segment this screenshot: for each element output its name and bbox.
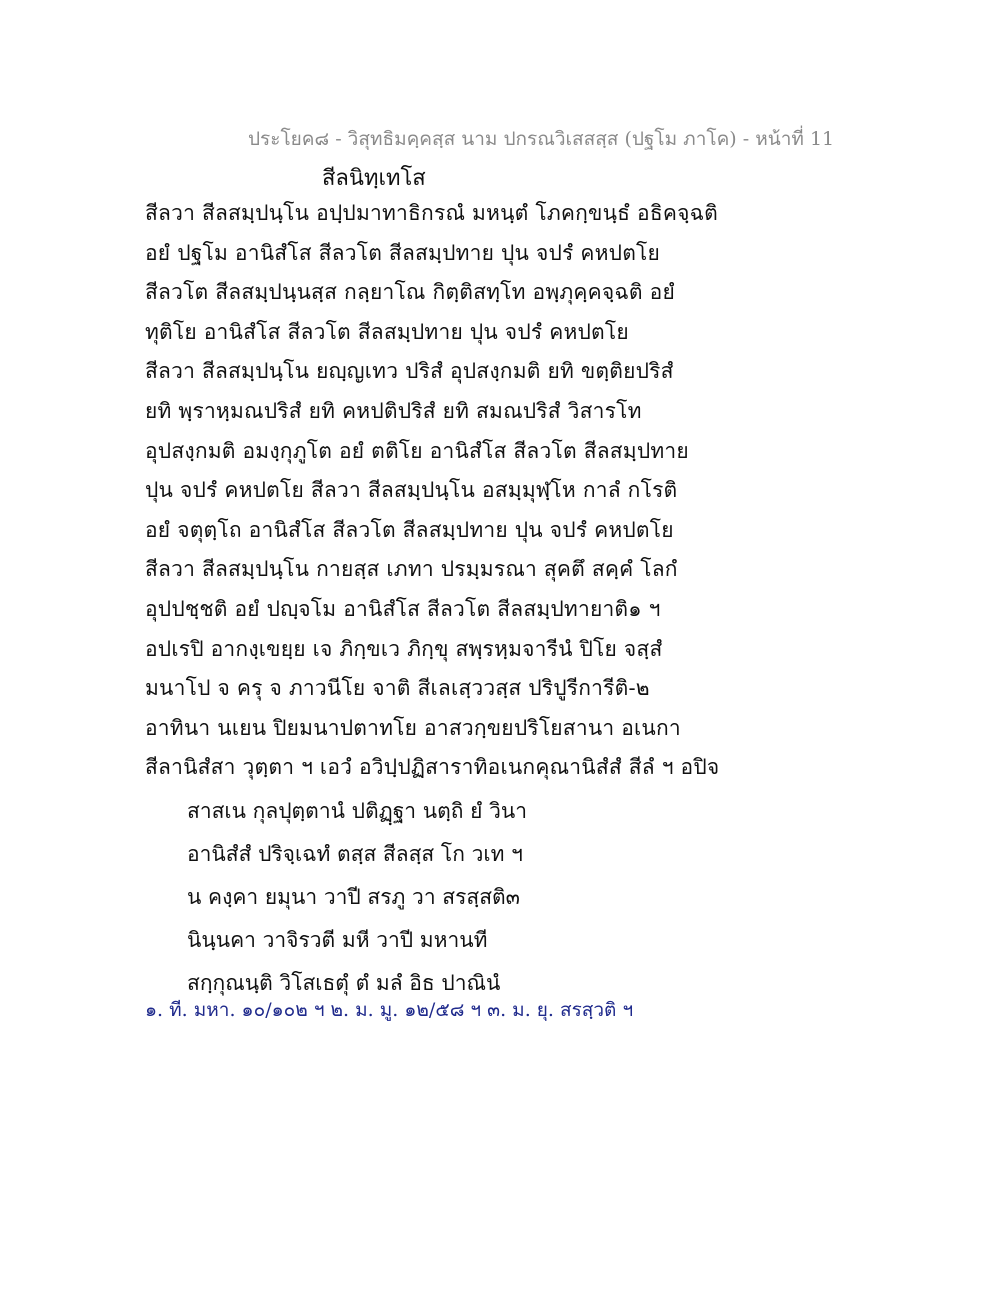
- prose-line: อุปสงฺกมติ อมงฺกุภูโต อยํ ตติโย อานิสํโส สีลวโต สีลสมฺปทาย: [145, 438, 689, 463]
- prose-line: สีลวา สีลสมฺปนฺโน กายสฺส เภทา ปรมฺมรณา สุคตึ สคฺคํ โลกํ: [145, 557, 678, 582]
- verse-line: นินฺนคา วาจิรวตี มหี วาปี มหานที: [187, 928, 488, 952]
- prose-line: ยทิ พฺราหฺมณปริสํ ยทิ คหปติปริสํ ยทิ สมณปริสํ วิสารโท: [145, 398, 642, 423]
- section-title: สีลนิทฺเทโส: [322, 166, 426, 191]
- verse-block: [187, 790, 787, 1005]
- verse-line: อานิสํสํ ปริจฺเฉทํ ตสฺส สีลสฺส โก วเท ฯ: [187, 842, 523, 866]
- verse-line: สกฺกุณนฺติ วิโสเธตุํ ตํ มลํ อิธ ปาณินํ: [187, 971, 501, 995]
- prose-line: สีลวา สีลสมฺปนฺโน ยญฺญเทว ปริสํ อุปสงฺกมติ ยทิ ขตฺติยปริสํ: [145, 359, 674, 384]
- prose-line: อาทินา นเยน ปิยมนาปตาทโย อาสวกฺขยปริโยสานา อเนกา: [145, 715, 681, 740]
- prose-line: มนาโป จ ครุ จ ภาวนีโย จาติ สีเลเสฺววสฺส ปริปูรีการีติ-๒: [145, 676, 650, 701]
- prose-line: อุปปชฺชติ อยํ ปญฺจโม อานิสํโส สีลวโต สีลสมฺปทายาติ๑ ฯ: [145, 596, 661, 621]
- prose-line: สีลวโต สีลสมฺปนฺนสฺส กลฺยาโณ กิตฺติสทฺโท อพฺภุคฺคจฺฉติ อยํ: [145, 280, 675, 305]
- prose-line: อปเรปิ อากงฺเขยฺย เจ ภิกฺขเว ภิกฺขุ สพฺรหฺมจารีนํ ปิโย จสฺสํ: [145, 636, 663, 661]
- footnotes: ๑. ที. มหา. ๑๐/๑๐๒ ฯ ๒. ม. มู. ๑๒/๕๘ ฯ ๓. ม. ยุ. สรสฺวติ ฯ: [145, 999, 634, 1021]
- page-header: ประโยค๘ - วิสุทธิมคฺคสฺส นาม ปกรณวิเสสสฺส (ปฐโม ภาโค) - หน้าที่ 11: [248, 128, 835, 150]
- prose-line: อยํ ปฐโม อานิสํโส สีลวโต สีลสมฺปทาย ปุน จปรํ คหปตโย: [145, 240, 661, 265]
- prose-line: สีลานิสํสา วุตฺตา ฯ เอวํ อวิปฺปฏิสาราทิอเนกคุณานิสํสํ สีลํ ฯ อปิจ: [145, 755, 720, 780]
- prose-line: ทุติโย อานิสํโส สีลวโต สีลสมฺปทาย ปุน จปรํ คหปตโย: [145, 319, 629, 344]
- verse-line: สาสเน กุลปุตฺตานํ ปติฏฺฐา นตฺถิ ยํ วินา: [187, 799, 528, 823]
- verse-line: น คงฺคา ยมุนา วาปี สรภู วา สรสฺสติ๓: [187, 885, 521, 909]
- prose-line: อยํ จตุตฺโถ อานิสํโส สีลวโต สีลสมฺปทาย ปุน จปรํ คหปตโย: [145, 517, 674, 542]
- prose-line: สีลวา สีลสมฺปนฺโน อปฺปมาทาธิกรณํ มหนฺตํ โภคกฺขนฺธํ อธิคจฺฉติ: [145, 201, 718, 225]
- prose-line: ปุน จปรํ คหปตโย สีลวา สีลสมฺปนฺโน อสมฺมุฬฺโห กาลํ กโรติ: [145, 478, 678, 503]
- prose-block: [145, 194, 865, 788]
